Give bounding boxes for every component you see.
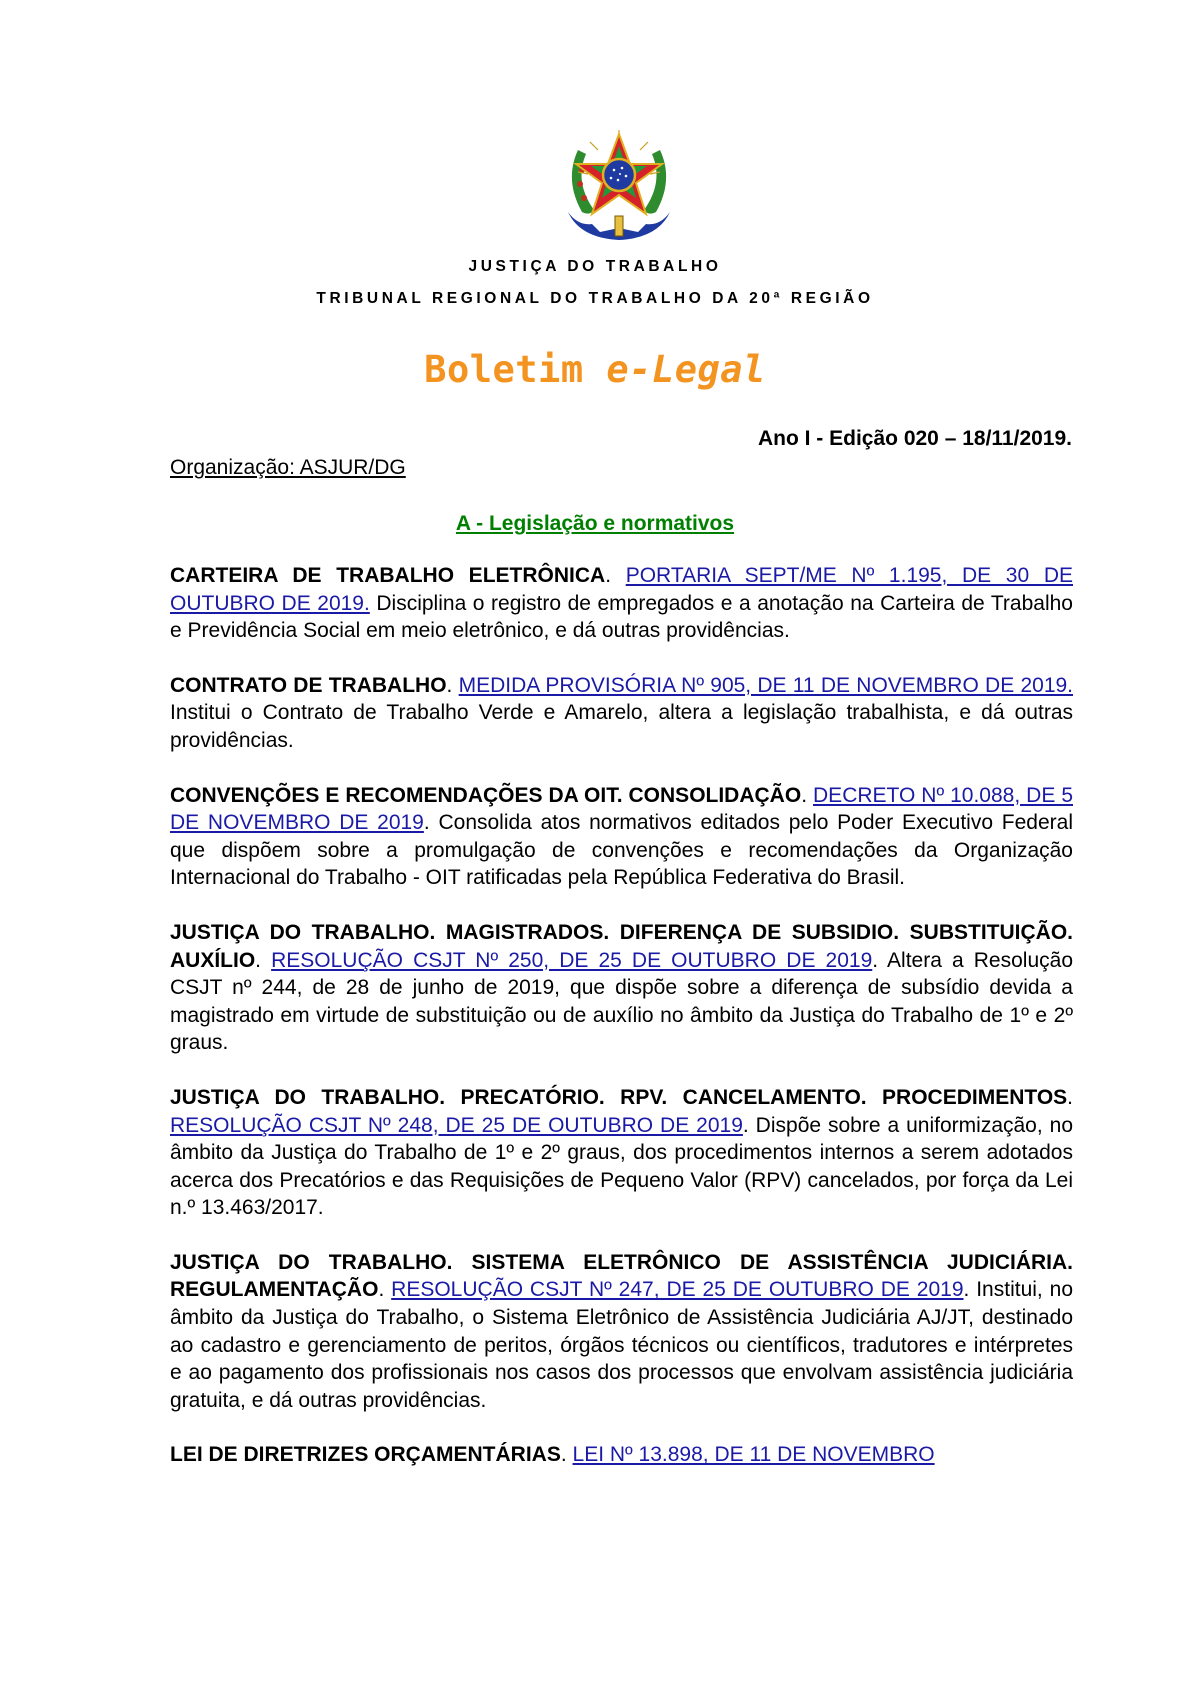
entry-keyword: CONVENÇÕES E RECOMENDAÇÕES DA OIT. CONSOLIDAÇÃO (170, 783, 802, 807)
entry-separator: . (560, 1443, 573, 1467)
entry-keyword: JUSTIÇA DO TRABALHO. SISTEMA ELETRÔNICO DE ASSISTÊNCIA JUDICIÁRIA. REGULAMENTAÇÃO (170, 1250, 1073, 1302)
legislation-entry (170, 782, 1073, 892)
entry-separator: . (801, 783, 814, 807)
entry-keyword: JUSTIÇA DO TRABALHO. PRECATÓRIO. RPV. CANCELAMENTO. PROCEDIMENTOS (170, 1085, 1068, 1109)
legislation-entry (170, 1441, 1073, 1469)
entry-keyword: JUSTIÇA DO TRABALHO. MAGISTRADOS. DIFERENÇA DE SUBSIDIO. SUBSTITUIÇÃO. AUXÍLIO (170, 920, 1073, 972)
entry-link[interactable]: RESOLUÇÃO CSJT Nº 247, DE 25 DE OUTUBRO DE 2019 (391, 1278, 964, 1302)
legislation-entry (170, 672, 1073, 755)
header-court-name: JUSTIÇA DO TRABALHO (468, 258, 722, 275)
edition-info: Ano I - Edição 020 – 18/11/2019. (757, 427, 1072, 450)
legislation-entry (170, 1249, 1073, 1415)
entry-separator: . (446, 673, 459, 697)
organization-label: Organização: ASJUR/DG (170, 456, 406, 479)
entry-description: . Institui, no âmbito da Justiça do Trabalho, o Sistema Eletrônico de Assistência Judiciária AJ/JT, destinado ao cadastro e gerenciamento de peritos, órgãos técnicos ou científicos, tradutores e intérpretes e ao pagamento dos profissionais nos casos dos processos que envolvam assistência judiciária gratuita, e dá outras providências. (170, 1278, 1074, 1412)
bulletin-title-main: Boletim (424, 348, 607, 391)
entry-description: Institui o Contrato de Trabalho Verde e Amarelo, altera a legislação trabalhista, e dá outras providências. (170, 701, 1073, 752)
entry-separator: . (255, 948, 272, 972)
section-title: A - Legislação e normativos (455, 512, 735, 535)
entry-separator: . (1067, 1085, 1073, 1109)
entry-separator: . (378, 1278, 392, 1302)
bulletin-title-italic: e-Legal (606, 348, 766, 391)
entry-link[interactable]: MEDIDA PROVISÓRIA Nº 905, DE 11 DE NOVEMBRO DE 2019. (458, 673, 1074, 697)
entry-description: Disciplina o registro de empregados e a anotação na Carteira de Trabalho e Previdência Social em meio eletrônico, e dá outras providências. (170, 591, 1073, 643)
legislation-entry (170, 919, 1073, 1057)
entry-separator: . (605, 564, 626, 587)
brazil-coat-of-arms-icon (560, 120, 678, 248)
entry-description: . Consolida atos normativos editados pelo Poder Executivo Federal que dispõem sobre a promulgação de convenções e recomendações da Organização Internacional do Trabalho - OIT ratificadas pela República Federativa do Brasil. (170, 811, 1073, 890)
entry-keyword: CARTEIRA DE TRABALHO ELETRÔNICA (170, 564, 606, 587)
entry-link[interactable]: DECRETO Nº 10.088, DE 5 DE NOVEMBRO DE 2019 (170, 783, 1073, 835)
entry-link[interactable]: RESOLUÇÃO CSJT Nº 248, DE 25 DE OUTUBRO DE 2019 (170, 1113, 743, 1137)
entry-link[interactable]: LEI Nº 13.898, DE 11 DE NOVEMBRO (572, 1443, 935, 1467)
legislation-list (170, 562, 1073, 1496)
entry-description: . Altera a Resolução CSJT nº 244, de 28 de junho de 2019, que dispõe sobre a diferença de subsídio devida a magistrado em virtude de substituição ou de auxílio no âmbito da Justiça do Trabalho de 1º e 2º graus. (170, 948, 1073, 1055)
entry-description: . Dispõe sobre a uniformização, no âmbito da Justiça do Trabalho de 1º e 2º graus, dos procedimentos internos a serem adotados acerca dos Precatórios e das Requisições de Pequeno Valor (RPV) cancelados, por força da Lei n.º 13.463/2017. (170, 1113, 1073, 1220)
legislation-entry (170, 1084, 1073, 1222)
legislation-entry (170, 562, 1073, 645)
bulletin-title (0, 348, 1190, 391)
entry-link[interactable]: RESOLUÇÃO CSJT Nº 250, DE 25 DE OUTUBRO DE 2019 (271, 948, 873, 972)
header-tribunal-name: TRIBUNAL REGIONAL DO TRABALHO DA 20ª REGIÃO (316, 290, 874, 307)
entry-keyword: CONTRATO DE TRABALHO (170, 673, 447, 697)
entry-link[interactable]: PORTARIA SEPT/ME Nº 1.195, DE 30 DE OUTUBRO DE 2019. (170, 564, 1073, 615)
entry-keyword: LEI DE DIRETRIZES ORÇAMENTÁRIAS (170, 1443, 561, 1467)
